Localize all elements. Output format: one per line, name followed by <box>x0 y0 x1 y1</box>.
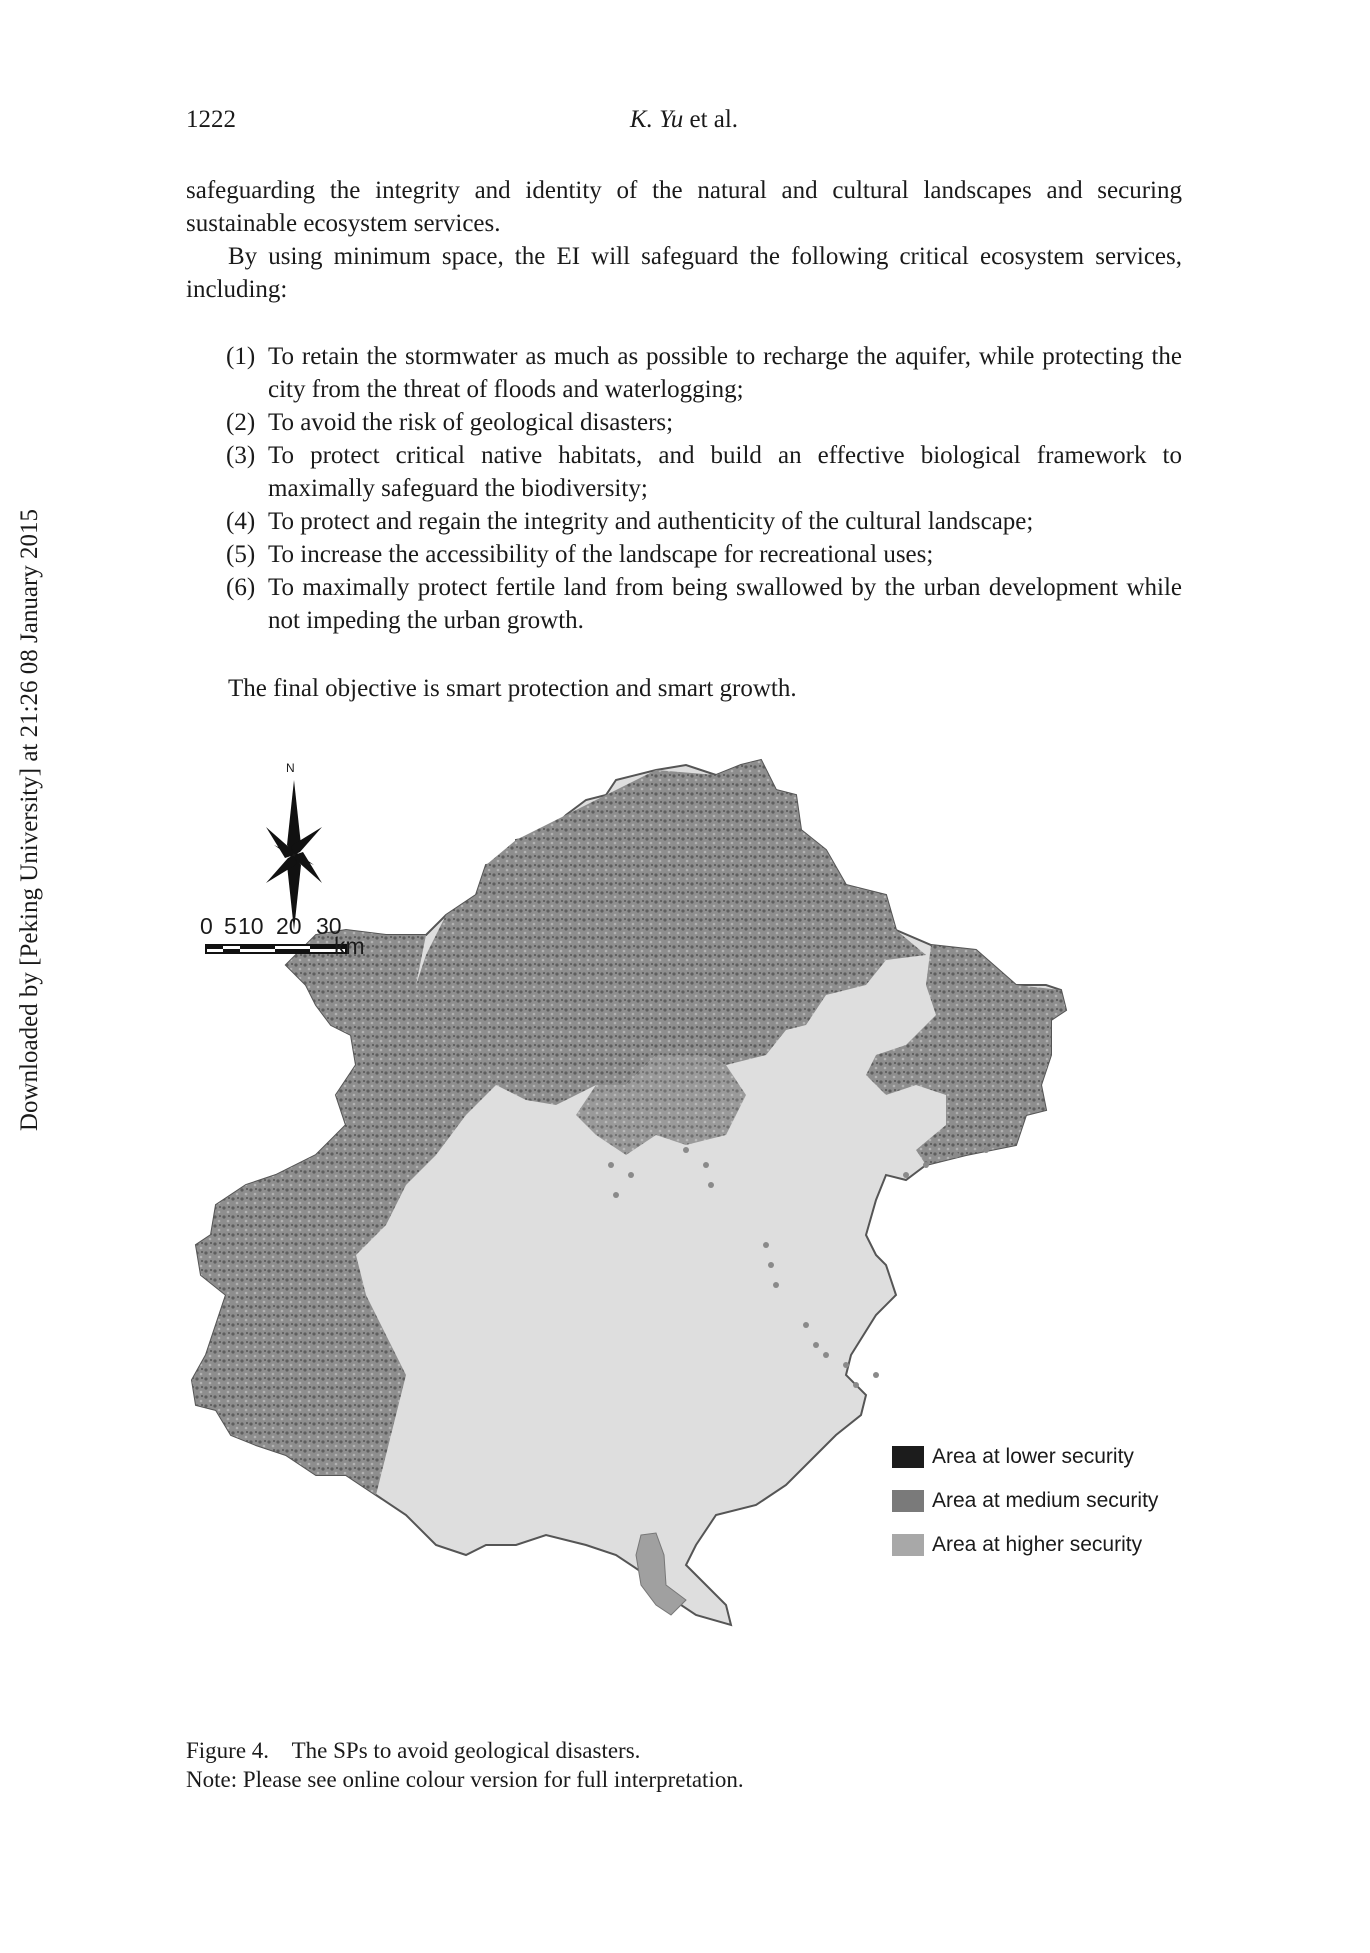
figure-4-map <box>186 755 1196 1715</box>
legend-label: Area at lower security <box>932 1445 1134 1468</box>
list-item-number: (1) <box>226 343 256 370</box>
caption-note: Note: Please see online colour version for full interpretation. <box>186 1767 744 1792</box>
scale-tick-5: 5 <box>224 913 237 939</box>
running-head-suffix: et al. <box>683 106 739 133</box>
service-list <box>186 340 1182 637</box>
paragraph-1: safeguarding the integrity and identity of the natural and cultural landscapes and securing sustainable ecosystem services. <box>186 177 1182 237</box>
legend-swatch <box>892 1490 924 1512</box>
figure-caption <box>186 1736 1182 1794</box>
map-graphic <box>186 755 1196 1715</box>
list-item-number: (5) <box>226 541 256 568</box>
legend-item-lower <box>892 1435 1158 1479</box>
list-item-text: To avoid the risk of geological disasters; <box>268 409 674 436</box>
map-legend <box>892 1435 1158 1567</box>
scale-tick-0: 0 <box>200 913 213 939</box>
list-item <box>186 505 1182 538</box>
list-item <box>186 538 1182 571</box>
caption-title: Figure 4. The SPs to avoid geological disasters. <box>186 1738 641 1763</box>
legend-swatch <box>892 1446 924 1468</box>
north-arrow <box>266 780 322 930</box>
list-item-text: To maximally protect fertile land from being swallowed by the urban development while not impeding the urban growth. <box>268 574 1182 634</box>
paragraph-2: By using minimum space, the EI will safeguard the following critical ecosystem services, including: <box>186 243 1182 303</box>
paragraph-final: The final objective is smart protection and smart growth. <box>228 675 797 702</box>
list-item <box>186 406 1182 439</box>
list-item-number: (3) <box>226 442 256 469</box>
list-item <box>186 340 1182 406</box>
page-number: 1222 <box>186 106 236 133</box>
list-item-number: (2) <box>226 409 256 436</box>
scale-tick-30: 30 <box>316 913 342 939</box>
legend-label: Area at medium security <box>932 1489 1159 1512</box>
page-header <box>186 106 1182 146</box>
legend-item-higher <box>892 1523 1158 1567</box>
list-item-text: To increase the accessibility of the landscape for recreational uses; <box>268 541 934 568</box>
legend-swatch <box>892 1534 924 1556</box>
list-item-text: To protect and regain the integrity and authenticity of the cultural landscape; <box>268 508 1034 535</box>
list-item-number: (4) <box>226 508 256 535</box>
legend-item-medium <box>892 1479 1158 1523</box>
running-head <box>186 106 1182 134</box>
north-label: N <box>286 761 295 775</box>
download-watermark-text: Downloaded by [Peking University] at 21:26 08 January 2015 <box>16 508 43 1132</box>
scale-bar <box>206 945 346 953</box>
list-item-text: To protect critical native habitats, and build an effective biological framework to maximally safeguard the biodiversity; <box>268 442 1182 502</box>
scale-tick-10: 10 <box>238 913 264 939</box>
list-item <box>186 439 1182 505</box>
scale-unit: km <box>334 933 365 959</box>
list-item-text: To retain the stormwater as much as possible to recharge the aquifer, while protecting the city from the threat of floods and waterlogging; <box>268 343 1182 403</box>
scale-tick-20: 20 <box>276 913 302 939</box>
list-item <box>186 571 1182 637</box>
download-watermark <box>0 0 60 1953</box>
legend-label: Area at higher security <box>932 1533 1143 1556</box>
list-item-number: (6) <box>226 574 256 601</box>
running-head-author: K. Yu <box>629 106 684 133</box>
